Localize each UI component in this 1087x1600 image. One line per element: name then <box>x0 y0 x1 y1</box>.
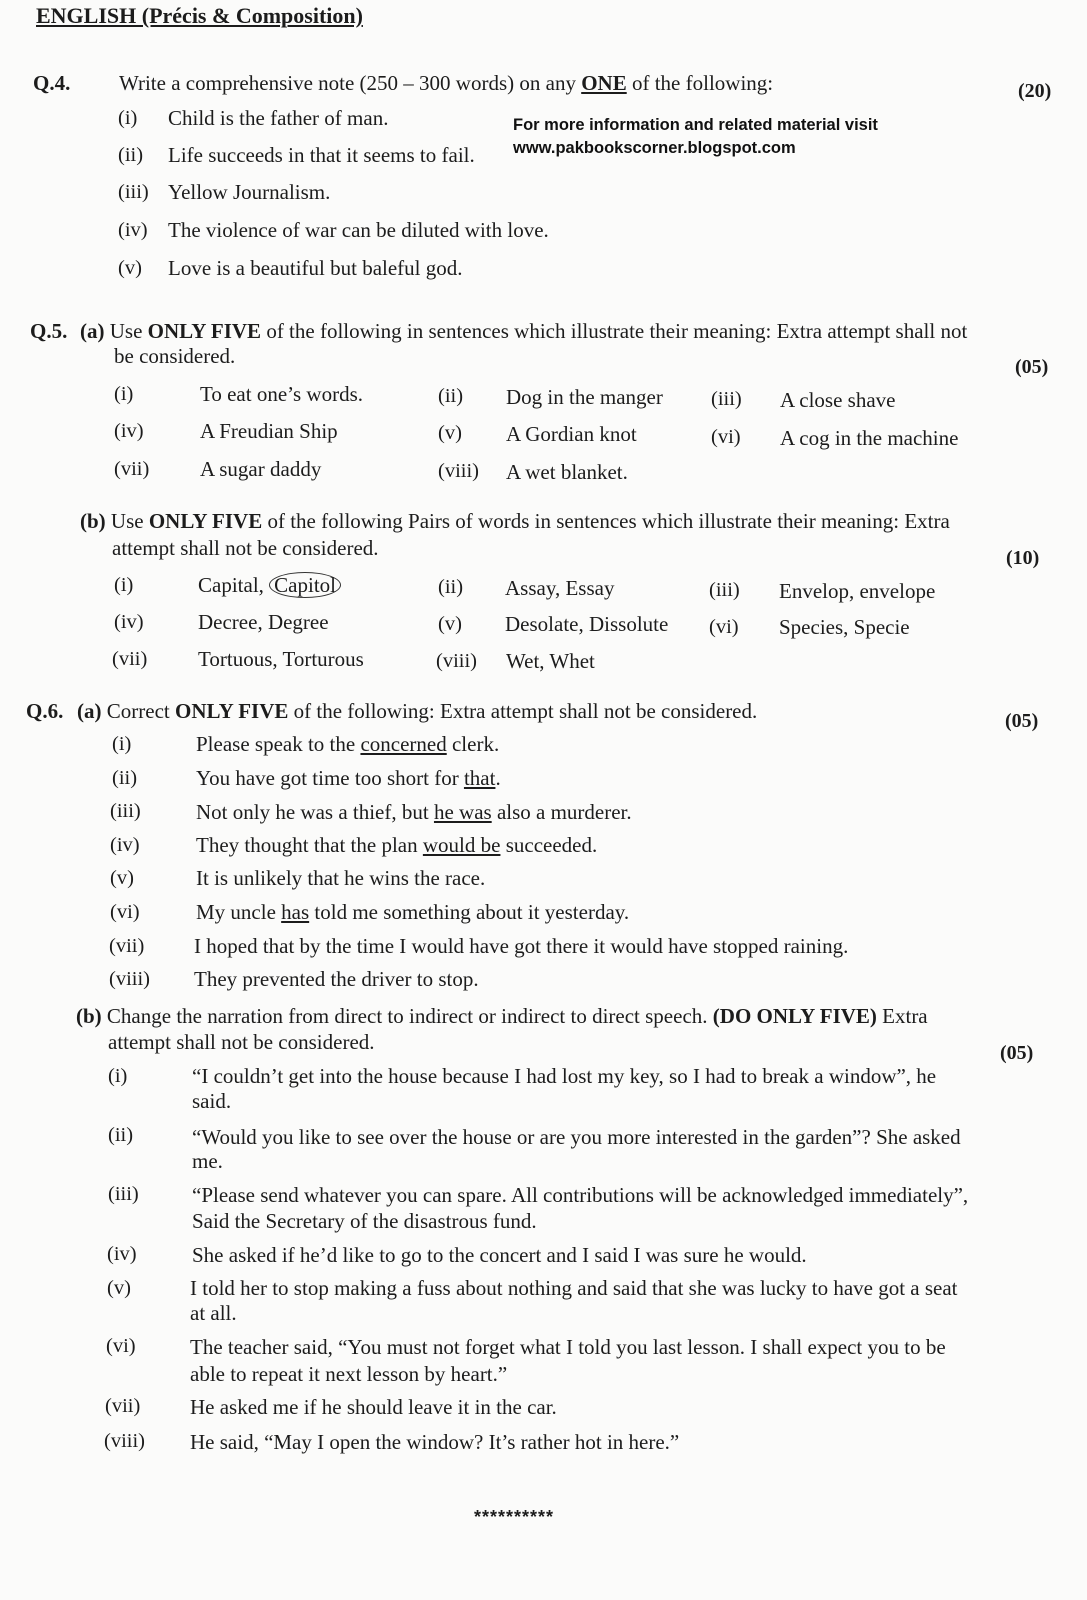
q4-item-text: Love is a beautiful but baleful god. <box>168 256 463 280</box>
q5a-text-a: Use <box>104 319 148 343</box>
q5b-instruction-cont: attempt shall not be considered. <box>112 536 379 560</box>
q4-instruction-one: ONE <box>581 71 627 95</box>
q6a-item-number: (v) <box>110 867 134 889</box>
q6a-item-post: . <box>495 766 501 790</box>
q6a-item-pre: They thought that the plan <box>196 833 423 857</box>
q6b-text-bold: (DO ONLY FIVE) <box>712 1004 877 1028</box>
q5a-item-number: (ii) <box>438 385 464 407</box>
q5-number: Q.5. <box>30 319 68 343</box>
q5b-item-text: Wet, Whet <box>506 649 595 673</box>
q5b-marks: (10) <box>1006 547 1040 569</box>
q5a-item-text: Dog in the manger <box>506 385 663 409</box>
q5a-item-text: A sugar daddy <box>200 457 322 481</box>
q6a-item-number: (i) <box>112 733 132 755</box>
q6b-item-line: “I couldn’t get into the house because I had lost my key, so I had to break a window”, he <box>192 1064 937 1088</box>
q4-item-number: (iv) <box>118 219 148 241</box>
q6b-item-number: (ii) <box>108 1124 134 1146</box>
q5b-item-number: (vi) <box>709 616 739 638</box>
watermark-url: www.pakbookscorner.blogspot.com <box>513 139 796 157</box>
q6a-item-text <box>196 767 501 790</box>
q6b-instruction <box>76 1005 928 1028</box>
q6b-item-number: (viii) <box>104 1430 145 1452</box>
q6a-item-underlined: would be <box>422 833 501 857</box>
q5a-text-b: of the following in sentences which illustrate their meaning: Extra attempt shall not <box>261 319 968 343</box>
q6a-item-pre: My uncle <box>196 900 282 924</box>
q5a-text-bold: ONLY FIVE <box>147 319 262 343</box>
q6a-item-pre: You have got time too short for <box>196 766 464 790</box>
q4-item-number: (i) <box>118 107 138 129</box>
watermark-line-1: For more information and related material visit <box>513 116 878 134</box>
q6a-instruction <box>77 700 757 723</box>
q5b-text-a: Use <box>105 509 149 533</box>
q5b-item-text: Envelop, envelope <box>779 579 936 603</box>
q5b-item-text: Species, Specie <box>779 615 910 639</box>
q5a-item-number: (vii) <box>114 458 150 480</box>
q6b-instruction-cont: attempt shall not be considered. <box>108 1030 375 1054</box>
q4-instruction-a: Write a comprehensive note (250 – 300 words) on any <box>119 71 582 95</box>
q5a-item-number: (viii) <box>438 460 479 482</box>
q6a-text-a: Correct <box>101 699 175 723</box>
q6a-item-number: (vii) <box>109 935 145 957</box>
q6a-item-pre: Not only he was a thief, but <box>196 800 434 824</box>
q5b-item-number: (v) <box>438 613 462 635</box>
q6a-item-text <box>196 733 499 756</box>
q5a-item-text: A cog in the machine <box>780 426 959 450</box>
q5a-item-number: (iii) <box>711 388 742 410</box>
q5a-item-number: (vi) <box>711 426 741 448</box>
q5a-item-text: A close shave <box>780 388 896 412</box>
q5b-item-number: (iv) <box>114 611 144 633</box>
q4-item-text: Yellow Journalism. <box>168 180 331 204</box>
q5b-text-b: of the following Pairs of words in sentences which illustrate their meaning: Extra <box>262 509 950 533</box>
q5a-marks: (05) <box>1015 356 1049 378</box>
q4-instruction-b: of the following: <box>626 71 774 95</box>
q4-marks: (20) <box>1018 80 1052 102</box>
q6a-item-post: told me something about it yesterday. <box>309 900 630 924</box>
q6a-text-bold: ONLY FIVE <box>174 699 289 723</box>
q5a-item-number: (v) <box>438 422 462 444</box>
q6b-item-line: at all. <box>190 1301 237 1325</box>
q4-item-number: (ii) <box>118 144 144 166</box>
q4-item-text: Child is the father of man. <box>168 106 389 130</box>
q6a-item-text <box>196 901 629 924</box>
q4-instruction <box>119 72 773 95</box>
q6b-item-line: me. <box>192 1149 223 1173</box>
q6a-marks: (05) <box>1005 710 1039 732</box>
q6a-item-text <box>196 801 632 824</box>
q6b-item-line: He asked me if he should leave it in the car. <box>190 1395 557 1419</box>
q5b-item-number: (vii) <box>112 648 148 670</box>
q5b-item-number: (iii) <box>709 579 740 601</box>
q5b-item-text <box>198 574 341 597</box>
q6b-item-number: (iii) <box>108 1183 139 1205</box>
q5b-item-number: (i) <box>114 574 134 596</box>
page-title: ENGLISH (Précis & Composition) <box>36 3 363 28</box>
q6b-item-number: (vi) <box>106 1335 136 1357</box>
q6b-text-b: Extra <box>876 1004 928 1028</box>
q4-item-number: (v) <box>118 257 142 279</box>
q5a-instruction <box>80 320 967 343</box>
q5a-item-number: (i) <box>114 383 134 405</box>
q6b-item-line: The teacher said, “You must not forget what I told you last lesson. I shall expect you to be <box>190 1335 946 1359</box>
q5b-item-text-a: Capital, <box>198 573 270 597</box>
q4-item-number: (iii) <box>118 181 149 203</box>
end-of-paper-stars: ********** <box>474 1507 555 1527</box>
q5b-item-number: (viii) <box>436 650 477 672</box>
q6a-text-b: of the following: Extra attempt shall not be considered. <box>288 699 758 723</box>
q6a-item-post: succeeded. <box>500 833 598 857</box>
q5b-instruction <box>80 510 950 533</box>
q6a-item-number: (iv) <box>110 834 140 856</box>
q5b-item-number: (ii) <box>438 576 464 598</box>
q6b-item-number: (iv) <box>107 1243 137 1265</box>
q6b-item-line: Said the Secretary of the disastrous fund. <box>192 1209 537 1233</box>
q6b-item-number: (vii) <box>105 1395 141 1417</box>
q5a-item-text: To eat one’s words. <box>200 382 363 406</box>
q6a-item-underlined: concerned <box>360 732 447 756</box>
q6b-item-line: said. <box>192 1089 232 1113</box>
q4-number: Q.4. <box>33 71 71 95</box>
q4-item-text: The violence of war can be diluted with love. <box>168 218 549 242</box>
q6a-item-underlined: has <box>281 900 310 924</box>
q5b-item-text-circled: Capitol <box>269 572 341 598</box>
q6a-item-underlined: that <box>463 766 496 790</box>
q6a-item-text: I hoped that by the time I would have got there it would have stopped raining. <box>194 934 849 958</box>
q6b-item-line: She asked if he’d like to go to the concert and I said I was sure he would. <box>192 1243 807 1267</box>
q6b-marks: (05) <box>1000 1042 1034 1064</box>
q6b-item-line: able to repeat it next lesson by heart.” <box>190 1362 508 1386</box>
q6a-item-text: It is unlikely that he wins the race. <box>196 866 486 890</box>
q5a-item-text: A Gordian knot <box>506 422 637 446</box>
q6a-item-pre: Please speak to the <box>196 732 361 756</box>
q5a-instruction-cont: be considered. <box>114 344 236 368</box>
q5b-item-text: Decree, Degree <box>198 610 329 634</box>
q5a-label: (a) <box>80 319 105 343</box>
q6a-item-post: also a murderer. <box>491 800 632 824</box>
q6b-label: (b) <box>76 1004 102 1028</box>
q6b-item-number: (i) <box>108 1065 128 1087</box>
q6a-item-post: clerk. <box>446 732 500 756</box>
q6a-item-number: (iii) <box>110 800 141 822</box>
q5b-item-text: Desolate, Dissolute <box>505 612 669 636</box>
q5a-item-number: (iv) <box>114 420 144 442</box>
q6-number: Q.6. <box>26 699 64 723</box>
q6a-item-number: (vi) <box>110 901 140 923</box>
q6a-item-number: (viii) <box>109 968 150 990</box>
q6a-item-underlined: he was <box>433 800 492 824</box>
q6a-label: (a) <box>77 699 102 723</box>
q4-item-text: Life succeeds in that it seems to fail. <box>168 143 475 167</box>
q6b-item-line: “Please send whatever you can spare. All contributions will be acknowledged immediately”, <box>192 1183 969 1207</box>
q5b-label: (b) <box>80 509 106 533</box>
q5a-item-text: A wet blanket. <box>506 460 628 484</box>
q5a-item-text: A Freudian Ship <box>200 419 338 443</box>
q6a-item-number: (ii) <box>112 767 138 789</box>
q5b-item-text: Tortuous, Torturous <box>198 647 364 671</box>
q6b-item-line: “Would you like to see over the house or are you more interested in the garden”? She asked <box>192 1125 961 1149</box>
q6b-text-a: Change the narration from direct to indirect or indirect to direct speech. <box>101 1004 713 1028</box>
q6b-item-line: He said, “May I open the window? It’s rather hot in here.” <box>190 1430 680 1454</box>
q6b-item-line: I told her to stop making a fuss about nothing and said that she was lucky to have got a seat <box>190 1276 958 1300</box>
q5b-item-text: Assay, Essay <box>505 576 615 600</box>
q6a-item-text <box>196 834 597 857</box>
q6b-item-number: (v) <box>107 1277 131 1299</box>
q5b-text-bold: ONLY FIVE <box>148 509 263 533</box>
q6a-item-text: They prevented the driver to stop. <box>194 967 479 991</box>
